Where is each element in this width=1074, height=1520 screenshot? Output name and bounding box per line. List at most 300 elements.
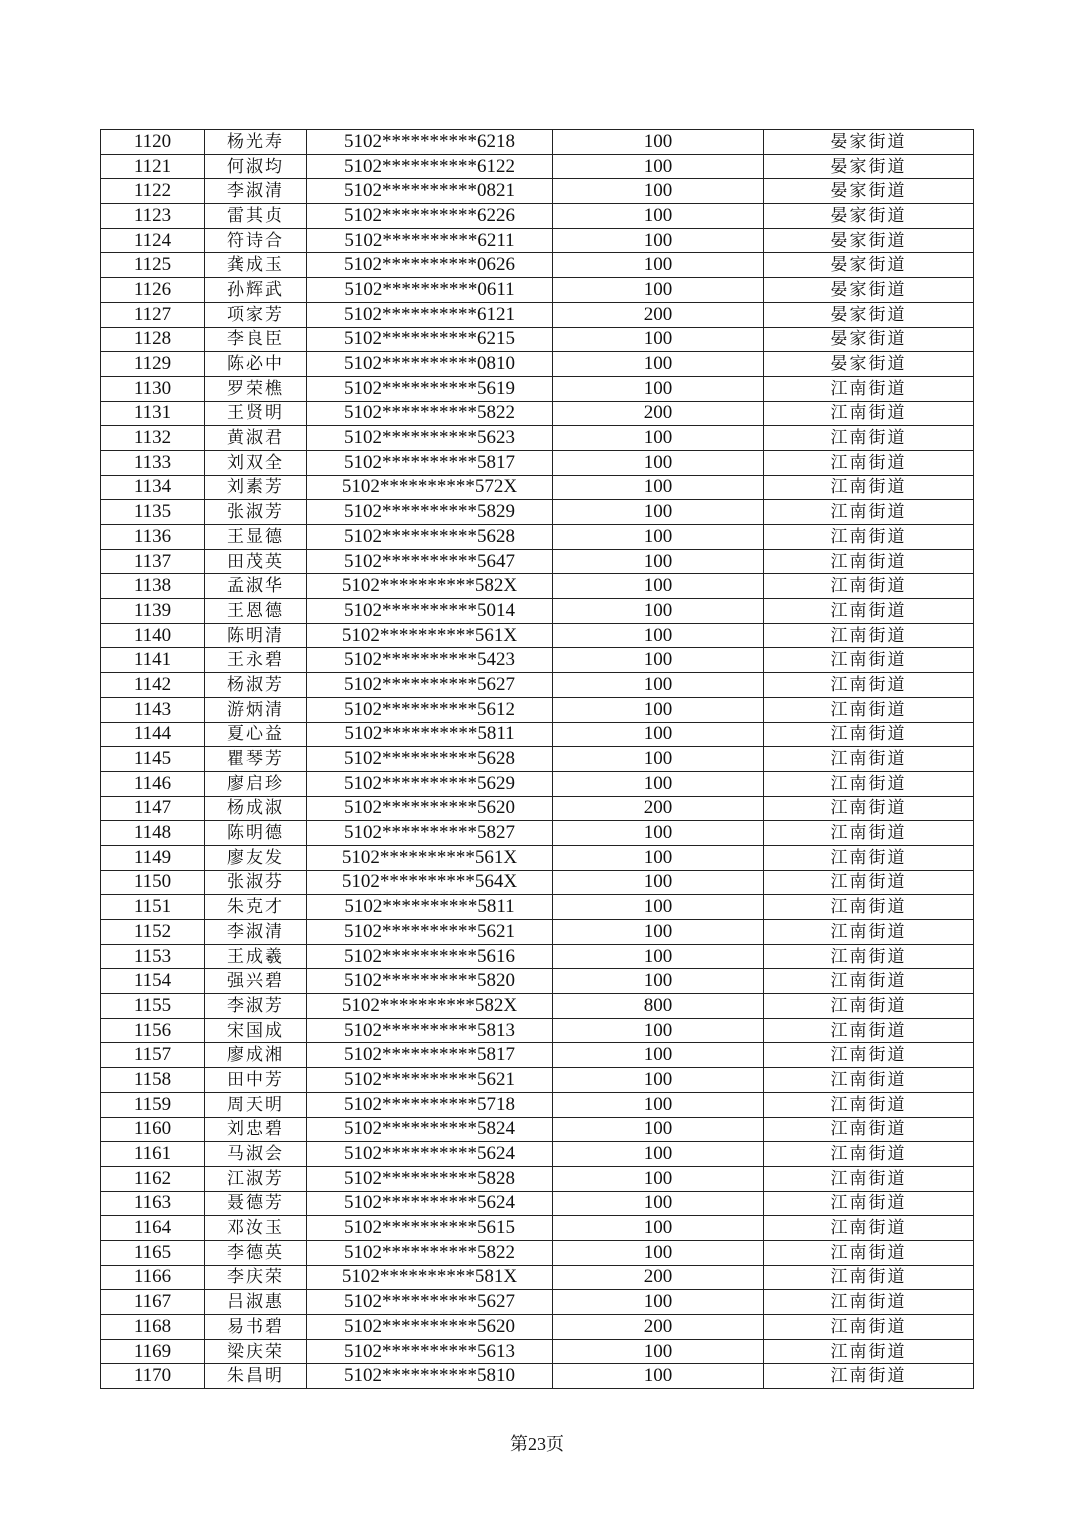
name-cell: 邓汝玉 — [205, 1216, 307, 1241]
table-row — [101, 944, 974, 969]
table-row — [101, 302, 974, 327]
id-number-cell: 5102**********564X — [307, 870, 553, 895]
street-cell: 江南街道 — [764, 1018, 974, 1043]
street-cell: 晏家街道 — [764, 179, 974, 204]
row-number-cell: 1154 — [101, 969, 205, 994]
street-cell: 江南街道 — [764, 796, 974, 821]
street-cell: 江南街道 — [764, 697, 974, 722]
row-number-cell: 1150 — [101, 870, 205, 895]
id-number-cell: 5102**********5621 — [307, 1068, 553, 1093]
amount-cell: 100 — [553, 204, 764, 229]
row-number-cell: 1151 — [101, 895, 205, 920]
name-cell: 王贤明 — [205, 401, 307, 426]
amount-cell: 100 — [553, 1339, 764, 1364]
table-row — [101, 352, 974, 377]
id-number-cell: 5102**********561X — [307, 623, 553, 648]
table-row — [101, 278, 974, 303]
row-number-cell: 1169 — [101, 1339, 205, 1364]
amount-cell: 100 — [553, 969, 764, 994]
table-row — [101, 648, 974, 673]
table-row — [101, 228, 974, 253]
id-number-cell: 5102**********0810 — [307, 352, 553, 377]
street-cell: 江南街道 — [764, 994, 974, 1019]
amount-cell: 100 — [553, 475, 764, 500]
id-number-cell: 5102**********6218 — [307, 130, 553, 155]
table-row — [101, 1265, 974, 1290]
name-cell: 孙辉武 — [205, 278, 307, 303]
name-cell: 强兴碧 — [205, 969, 307, 994]
street-cell: 江南街道 — [764, 549, 974, 574]
id-number-cell: 5102**********0821 — [307, 179, 553, 204]
table-row — [101, 1315, 974, 1340]
id-number-cell: 5102**********5817 — [307, 450, 553, 475]
street-cell: 江南街道 — [764, 920, 974, 945]
amount-cell: 100 — [553, 1092, 764, 1117]
street-cell: 江南街道 — [764, 525, 974, 550]
street-cell: 晏家街道 — [764, 228, 974, 253]
amount-cell: 100 — [553, 426, 764, 451]
row-number-cell: 1157 — [101, 1043, 205, 1068]
name-cell: 易书碧 — [205, 1315, 307, 1340]
amount-cell: 100 — [553, 450, 764, 475]
name-cell: 聂德芳 — [205, 1191, 307, 1216]
row-number-cell: 1170 — [101, 1364, 205, 1389]
amount-cell: 100 — [553, 1043, 764, 1068]
id-number-cell: 5102**********5828 — [307, 1166, 553, 1191]
street-cell: 晏家街道 — [764, 130, 974, 155]
id-number-cell: 5102**********5822 — [307, 401, 553, 426]
id-number-cell: 5102**********5811 — [307, 895, 553, 920]
amount-cell: 100 — [553, 1018, 764, 1043]
name-cell: 王恩德 — [205, 599, 307, 624]
id-number-cell: 5102**********5616 — [307, 944, 553, 969]
id-number-cell: 5102**********5824 — [307, 1117, 553, 1142]
amount-cell: 100 — [553, 944, 764, 969]
row-number-cell: 1167 — [101, 1290, 205, 1315]
amount-cell: 100 — [553, 648, 764, 673]
row-number-cell: 1165 — [101, 1240, 205, 1265]
row-number-cell: 1137 — [101, 549, 205, 574]
amount-cell: 100 — [553, 179, 764, 204]
id-number-cell: 5102**********5822 — [307, 1240, 553, 1265]
id-number-cell: 5102**********0626 — [307, 253, 553, 278]
street-cell: 江南街道 — [764, 1092, 974, 1117]
records-table-body — [101, 130, 974, 1389]
name-cell: 张淑芬 — [205, 870, 307, 895]
street-cell: 江南街道 — [764, 1043, 974, 1068]
id-number-cell: 5102**********5620 — [307, 1315, 553, 1340]
table-row — [101, 179, 974, 204]
amount-cell: 800 — [553, 994, 764, 1019]
name-cell: 王显德 — [205, 525, 307, 550]
id-number-cell: 5102**********5827 — [307, 821, 553, 846]
row-number-cell: 1132 — [101, 426, 205, 451]
street-cell: 晏家街道 — [764, 204, 974, 229]
name-cell: 杨成淑 — [205, 796, 307, 821]
name-cell: 马淑会 — [205, 1142, 307, 1167]
id-number-cell: 5102**********5613 — [307, 1339, 553, 1364]
row-number-cell: 1161 — [101, 1142, 205, 1167]
table-row — [101, 1339, 974, 1364]
table-row — [101, 376, 974, 401]
name-cell: 廖友发 — [205, 845, 307, 870]
street-cell: 江南街道 — [764, 1166, 974, 1191]
id-number-cell: 5102**********5423 — [307, 648, 553, 673]
row-number-cell: 1153 — [101, 944, 205, 969]
street-cell: 江南街道 — [764, 1315, 974, 1340]
table-row — [101, 895, 974, 920]
table-row — [101, 1364, 974, 1389]
row-number-cell: 1130 — [101, 376, 205, 401]
amount-cell: 100 — [553, 500, 764, 525]
row-number-cell: 1129 — [101, 352, 205, 377]
amount-cell: 100 — [553, 1290, 764, 1315]
id-number-cell: 5102**********5810 — [307, 1364, 553, 1389]
row-number-cell: 1143 — [101, 697, 205, 722]
amount-cell: 100 — [553, 1068, 764, 1093]
amount-cell: 100 — [553, 228, 764, 253]
id-number-cell: 5102**********5624 — [307, 1142, 553, 1167]
amount-cell: 100 — [553, 1364, 764, 1389]
street-cell: 江南街道 — [764, 450, 974, 475]
row-number-cell: 1124 — [101, 228, 205, 253]
row-number-cell: 1163 — [101, 1191, 205, 1216]
table-row — [101, 821, 974, 846]
name-cell: 游炳清 — [205, 697, 307, 722]
table-row — [101, 525, 974, 550]
amount-cell: 100 — [553, 253, 764, 278]
street-cell: 江南街道 — [764, 895, 974, 920]
street-cell: 江南街道 — [764, 1068, 974, 1093]
name-cell: 李淑清 — [205, 920, 307, 945]
row-number-cell: 1155 — [101, 994, 205, 1019]
amount-cell: 100 — [553, 623, 764, 648]
street-cell: 江南街道 — [764, 969, 974, 994]
amount-cell: 100 — [553, 722, 764, 747]
street-cell: 江南街道 — [764, 1290, 974, 1315]
row-number-cell: 1133 — [101, 450, 205, 475]
street-cell: 江南街道 — [764, 1265, 974, 1290]
street-cell: 江南街道 — [764, 845, 974, 870]
street-cell: 江南街道 — [764, 475, 974, 500]
name-cell: 李德英 — [205, 1240, 307, 1265]
table-row — [101, 450, 974, 475]
table-row — [101, 722, 974, 747]
street-cell: 晏家街道 — [764, 302, 974, 327]
id-number-cell: 5102**********6121 — [307, 302, 553, 327]
table-row — [101, 673, 974, 698]
amount-cell: 200 — [553, 796, 764, 821]
amount-cell: 100 — [553, 549, 764, 574]
name-cell: 刘素芳 — [205, 475, 307, 500]
amount-cell: 100 — [553, 673, 764, 698]
row-number-cell: 1121 — [101, 154, 205, 179]
amount-cell: 100 — [553, 1166, 764, 1191]
table-row — [101, 845, 974, 870]
amount-cell: 100 — [553, 895, 764, 920]
table-row — [101, 1092, 974, 1117]
row-number-cell: 1136 — [101, 525, 205, 550]
amount-cell: 100 — [553, 821, 764, 846]
row-number-cell: 1126 — [101, 278, 205, 303]
street-cell: 江南街道 — [764, 944, 974, 969]
row-number-cell: 1144 — [101, 722, 205, 747]
table-row — [101, 796, 974, 821]
table-row — [101, 1166, 974, 1191]
table-row — [101, 1068, 974, 1093]
amount-cell: 100 — [553, 1117, 764, 1142]
table-row — [101, 870, 974, 895]
id-number-cell: 5102**********6215 — [307, 327, 553, 352]
id-number-cell: 5102**********5811 — [307, 722, 553, 747]
street-cell: 江南街道 — [764, 623, 974, 648]
table-row — [101, 1290, 974, 1315]
amount-cell: 100 — [553, 130, 764, 155]
street-cell: 江南街道 — [764, 771, 974, 796]
name-cell: 夏心益 — [205, 722, 307, 747]
table-row — [101, 327, 974, 352]
amount-cell: 100 — [553, 376, 764, 401]
id-number-cell: 5102**********582X — [307, 994, 553, 1019]
name-cell: 李庆荣 — [205, 1265, 307, 1290]
id-number-cell: 5102**********5647 — [307, 549, 553, 574]
street-cell: 江南街道 — [764, 599, 974, 624]
amount-cell: 100 — [553, 1240, 764, 1265]
street-cell: 江南街道 — [764, 1216, 974, 1241]
street-cell: 江南街道 — [764, 747, 974, 772]
table-row — [101, 1191, 974, 1216]
street-cell: 晏家街道 — [764, 253, 974, 278]
row-number-cell: 1160 — [101, 1117, 205, 1142]
table-row — [101, 994, 974, 1019]
name-cell: 黄淑君 — [205, 426, 307, 451]
name-cell: 田中芳 — [205, 1068, 307, 1093]
row-number-cell: 1141 — [101, 648, 205, 673]
page-number: 第23页 — [510, 1434, 564, 1454]
id-number-cell: 5102**********5621 — [307, 920, 553, 945]
id-number-cell: 5102**********0611 — [307, 278, 553, 303]
table-row — [101, 1117, 974, 1142]
table-row — [101, 1018, 974, 1043]
street-cell: 江南街道 — [764, 821, 974, 846]
row-number-cell: 1140 — [101, 623, 205, 648]
table-row — [101, 1216, 974, 1241]
id-number-cell: 5102**********6211 — [307, 228, 553, 253]
table-row — [101, 426, 974, 451]
row-number-cell: 1146 — [101, 771, 205, 796]
id-number-cell: 5102**********5817 — [307, 1043, 553, 1068]
name-cell: 瞿琴芳 — [205, 747, 307, 772]
id-number-cell: 5102**********582X — [307, 574, 553, 599]
street-cell: 江南街道 — [764, 1142, 974, 1167]
row-number-cell: 1156 — [101, 1018, 205, 1043]
amount-cell: 100 — [553, 352, 764, 377]
name-cell: 廖成湘 — [205, 1043, 307, 1068]
street-cell: 晏家街道 — [764, 352, 974, 377]
id-number-cell: 5102**********5629 — [307, 771, 553, 796]
row-number-cell: 1159 — [101, 1092, 205, 1117]
table-row — [101, 574, 974, 599]
amount-cell: 100 — [553, 327, 764, 352]
name-cell: 李淑芳 — [205, 994, 307, 1019]
row-number-cell: 1120 — [101, 130, 205, 155]
id-number-cell: 5102**********5627 — [307, 1290, 553, 1315]
row-number-cell: 1148 — [101, 821, 205, 846]
row-number-cell: 1164 — [101, 1216, 205, 1241]
amount-cell: 100 — [553, 1216, 764, 1241]
name-cell: 李良臣 — [205, 327, 307, 352]
row-number-cell: 1131 — [101, 401, 205, 426]
street-cell: 江南街道 — [764, 426, 974, 451]
id-number-cell: 5102**********572X — [307, 475, 553, 500]
amount-cell: 100 — [553, 154, 764, 179]
id-number-cell: 5102**********5619 — [307, 376, 553, 401]
row-number-cell: 1125 — [101, 253, 205, 278]
street-cell: 晏家街道 — [764, 327, 974, 352]
street-cell: 晏家街道 — [764, 154, 974, 179]
street-cell: 江南街道 — [764, 722, 974, 747]
row-number-cell: 1147 — [101, 796, 205, 821]
street-cell: 江南街道 — [764, 673, 974, 698]
name-cell: 李淑清 — [205, 179, 307, 204]
table-row — [101, 771, 974, 796]
row-number-cell: 1134 — [101, 475, 205, 500]
name-cell: 陈明清 — [205, 623, 307, 648]
street-cell: 江南街道 — [764, 870, 974, 895]
amount-cell: 100 — [553, 525, 764, 550]
id-number-cell: 5102**********5627 — [307, 673, 553, 698]
row-number-cell: 1128 — [101, 327, 205, 352]
name-cell: 陈必中 — [205, 352, 307, 377]
amount-cell: 100 — [553, 1142, 764, 1167]
row-number-cell: 1135 — [101, 500, 205, 525]
table-row — [101, 969, 974, 994]
amount-cell: 200 — [553, 1315, 764, 1340]
id-number-cell: 5102**********5624 — [307, 1191, 553, 1216]
name-cell: 陈明德 — [205, 821, 307, 846]
id-number-cell: 5102**********5813 — [307, 1018, 553, 1043]
name-cell: 何淑均 — [205, 154, 307, 179]
street-cell: 江南街道 — [764, 574, 974, 599]
street-cell: 江南街道 — [764, 1191, 974, 1216]
amount-cell: 100 — [553, 870, 764, 895]
row-number-cell: 1158 — [101, 1068, 205, 1093]
name-cell: 刘双全 — [205, 450, 307, 475]
name-cell: 朱昌明 — [205, 1364, 307, 1389]
table-row — [101, 500, 974, 525]
amount-cell: 200 — [553, 1265, 764, 1290]
name-cell: 王成羲 — [205, 944, 307, 969]
name-cell: 梁庆荣 — [205, 1339, 307, 1364]
name-cell: 龚成玉 — [205, 253, 307, 278]
amount-cell: 100 — [553, 574, 764, 599]
street-cell: 江南街道 — [764, 1364, 974, 1389]
row-number-cell: 1123 — [101, 204, 205, 229]
table-row — [101, 401, 974, 426]
street-cell: 江南街道 — [764, 500, 974, 525]
row-number-cell: 1149 — [101, 845, 205, 870]
name-cell: 宋国成 — [205, 1018, 307, 1043]
row-number-cell: 1145 — [101, 747, 205, 772]
row-number-cell: 1166 — [101, 1265, 205, 1290]
table-row — [101, 154, 974, 179]
table-row — [101, 747, 974, 772]
id-number-cell: 5102**********5829 — [307, 500, 553, 525]
street-cell: 江南街道 — [764, 1117, 974, 1142]
name-cell: 刘忠碧 — [205, 1117, 307, 1142]
name-cell: 杨光寿 — [205, 130, 307, 155]
amount-cell: 100 — [553, 697, 764, 722]
name-cell: 田茂英 — [205, 549, 307, 574]
name-cell: 雷其贞 — [205, 204, 307, 229]
amount-cell: 100 — [553, 747, 764, 772]
name-cell: 杨淑芳 — [205, 673, 307, 698]
street-cell: 晏家街道 — [764, 278, 974, 303]
street-cell: 江南街道 — [764, 376, 974, 401]
id-number-cell: 5102**********561X — [307, 845, 553, 870]
id-number-cell: 5102**********6226 — [307, 204, 553, 229]
row-number-cell: 1138 — [101, 574, 205, 599]
table-row — [101, 623, 974, 648]
table-row — [101, 1142, 974, 1167]
street-cell: 江南街道 — [764, 1240, 974, 1265]
amount-cell: 100 — [553, 599, 764, 624]
id-number-cell: 5102**********5615 — [307, 1216, 553, 1241]
name-cell: 朱克才 — [205, 895, 307, 920]
row-number-cell: 1142 — [101, 673, 205, 698]
street-cell: 江南街道 — [764, 401, 974, 426]
id-number-cell: 5102**********6122 — [307, 154, 553, 179]
amount-cell: 100 — [553, 1191, 764, 1216]
table-row — [101, 599, 974, 624]
name-cell: 罗荣樵 — [205, 376, 307, 401]
name-cell: 江淑芳 — [205, 1166, 307, 1191]
id-number-cell: 5102**********5628 — [307, 747, 553, 772]
row-number-cell: 1162 — [101, 1166, 205, 1191]
row-number-cell: 1127 — [101, 302, 205, 327]
amount-cell: 200 — [553, 302, 764, 327]
name-cell: 周天明 — [205, 1092, 307, 1117]
amount-cell: 100 — [553, 771, 764, 796]
street-cell: 江南街道 — [764, 1339, 974, 1364]
table-row — [101, 1043, 974, 1068]
amount-cell: 200 — [553, 401, 764, 426]
table-row — [101, 1240, 974, 1265]
name-cell: 吕淑惠 — [205, 1290, 307, 1315]
name-cell: 廖启珍 — [205, 771, 307, 796]
row-number-cell: 1139 — [101, 599, 205, 624]
name-cell: 孟淑华 — [205, 574, 307, 599]
table-row — [101, 697, 974, 722]
id-number-cell: 5102**********5718 — [307, 1092, 553, 1117]
id-number-cell: 5102**********5628 — [307, 525, 553, 550]
id-number-cell: 5102**********5623 — [307, 426, 553, 451]
row-number-cell: 1168 — [101, 1315, 205, 1340]
amount-cell: 100 — [553, 920, 764, 945]
street-cell: 江南街道 — [764, 648, 974, 673]
table-row — [101, 475, 974, 500]
name-cell: 符诗合 — [205, 228, 307, 253]
table-row — [101, 549, 974, 574]
row-number-cell: 1152 — [101, 920, 205, 945]
amount-cell: 100 — [553, 278, 764, 303]
table-row — [101, 204, 974, 229]
records-table — [100, 129, 974, 1389]
id-number-cell: 5102**********5820 — [307, 969, 553, 994]
id-number-cell: 5102**********5620 — [307, 796, 553, 821]
table-row — [101, 253, 974, 278]
name-cell: 张淑芳 — [205, 500, 307, 525]
